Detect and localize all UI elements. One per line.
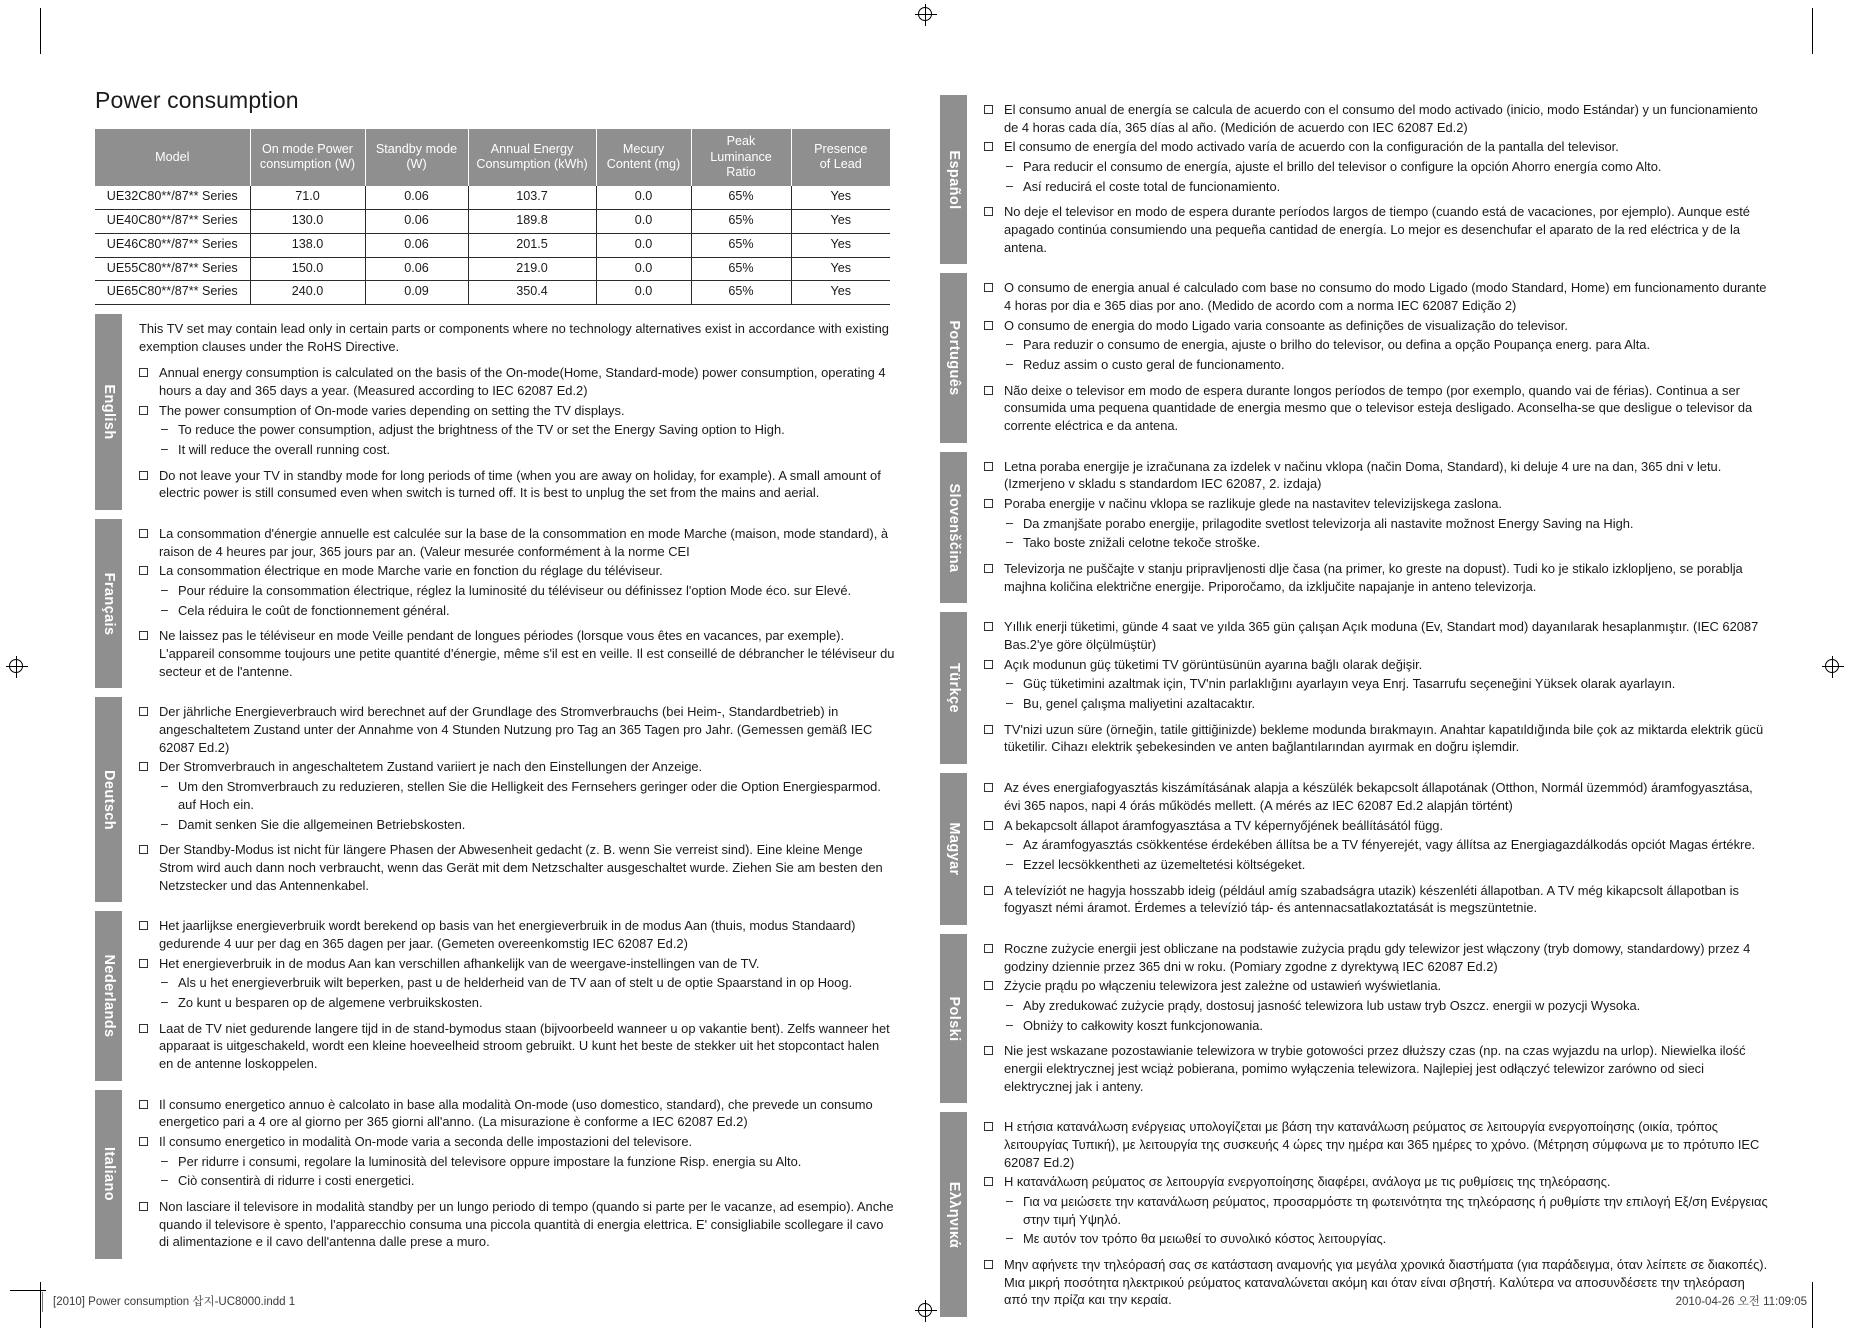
list-item: La consommation électrique en mode Marche varie en fonction du réglage du téléviseur. <box>139 562 895 580</box>
list-item: Η κατανάλωση ρεύματος σε λειτουργία ενεργοποίησης διαφέρει, ανάλογα με τις ρυθμίσεις της τηλεόρασης. <box>984 1173 1770 1191</box>
cell-annual-energy: 103.7 <box>468 186 596 209</box>
sub-list-item: – Güç tüketimini azaltmak için, TV'nin parlaklığını ayarlayın veya Enrj. Tasarrufu seçeneğini Yüksek olarak ayarlayın. <box>1006 676 1676 692</box>
checkbox-icon <box>139 525 159 560</box>
language-tab-label: Polski <box>945 995 962 1042</box>
checkbox-icon <box>139 1020 159 1073</box>
dash-icon: – <box>1006 515 1013 530</box>
sub-list-item: – Da zmanjšate porabo energije, prilagodite svetlost televizorja ali nastavite možnost Energy Saving na High. <box>1006 515 1634 531</box>
list-item: Μην αφήνετε την τηλεόρασή σας σε κατάσταση αναμονής για μεγάλα χρονικά διαστήματα (για παράδειγμα, όταν λείπετε σε διακοπές). Μια μικρή ποσότητα ηλεκτρικού ρεύματος καταναλώνεται ακόμη και όταν είναι σβηστή. Καλύτερα να αποσυνδέσετε την τηλεόραση από την πρίζα και την κεραία. <box>984 1256 1770 1309</box>
sub-list-item: – Damit senken Sie die allgemeinen Betriebskosten. <box>161 816 466 832</box>
cell-annual-energy: 219.0 <box>468 257 596 281</box>
dash-icon: – <box>1006 997 1013 1012</box>
cell-presence-of-lead: Yes <box>791 186 890 209</box>
language-tab-deutsch <box>95 697 122 902</box>
language-body-magyar <box>967 773 1770 925</box>
col-header-mercury-content: Mecury Content (mg) <box>596 129 691 186</box>
checkbox-icon <box>984 317 1004 335</box>
dash-icon: – <box>1006 178 1013 193</box>
intro-paragraph: This TV set may contain lead only in certain parts or components where no technology alternatives exist in accordance with existing exemption clauses under the RoHS Directive. <box>139 321 889 354</box>
dash-icon: – <box>1006 535 1013 550</box>
list-item: Zżycie prądu po włączeniu telewizora jest zależne od ustawień wyświetlania. <box>984 977 1770 995</box>
list-item: Der Stromverbrauch in angeschaltetem Zustand variiert je nach den Einstellungen der Anzeige. <box>139 758 895 776</box>
cell-presence-of-lead: Yes <box>791 210 890 234</box>
cell-on-mode-power: 130.0 <box>250 210 365 234</box>
language-section-ellinika <box>940 1112 1770 1317</box>
cell-annual-energy: 201.5 <box>468 233 596 257</box>
list-item: Letna poraba energije je izračunana za izdelek v načinu vklopa (način Doma, Standard), ki deluje 4 ure na dan, 365 dni v letu. (Izmerjeno v skladu s standardom IEC 62087, 2. izdaja) <box>984 458 1770 493</box>
sub-list-item: – Cela réduira le coût de fonctionnement général. <box>161 602 450 618</box>
dash-icon: – <box>161 422 168 437</box>
checkbox-icon <box>139 364 159 399</box>
checkbox-icon <box>139 703 159 756</box>
cell-model: UE55C80**/87** Series <box>95 257 250 281</box>
cell-peak-luminance: 65% <box>691 233 791 257</box>
checkbox-icon <box>139 402 159 420</box>
checkbox-icon <box>984 1118 1004 1171</box>
cell-model: UE46C80**/87** Series <box>95 233 250 257</box>
list-item: La consommation d'énergie annuelle est calculée sur la base de la consommation en mode Marche (maison, mode standard), à raison de 4 heures par jour, 365 jours par an. (Valeur mesurée conformément à la norme CEI <box>139 525 895 560</box>
language-body-nederlands <box>122 911 895 1080</box>
list-item: Der jährliche Energieverbrauch wird berechnet auf der Grundlage des Stromverbrauchs (bei Heim-, Standardbetrieb) in angeschaltetem Zustand unter der Annahme von 4 Stunden Nutzung pro Tag an 365 Tagen pro Jahr. (Gemessen gemäß IEC 62087 Ed.2) <box>139 703 895 756</box>
list-item: Het energieverbruik in de modus Aan kan verschillen afhankelijk van de weergave-instellingen van de TV. <box>139 955 895 973</box>
list-item: Η ετήσια κατανάλωση ενέργειας υπολογίζεται με βάση την κατανάλωση ρεύματος σε λειτουργία ενεργοποίησης (οικία, τρόπος λειτουργίας Τυπική), με λειτουργία της συσκευής 4 ώρες την ημέρα και 365 ημέρες το χρόνο. (Μέτρηση σύμφωνα με το πρότυπο IEC 62087 Ed.2) <box>984 1118 1770 1171</box>
checkbox-icon <box>139 955 159 973</box>
list-item: Il consumo energetico in modalità On-mode varia a seconda delle impostazioni del televisore. <box>139 1133 895 1151</box>
dash-icon: – <box>161 779 168 794</box>
sub-list-item: – Zo kunt u besparen op de algemene verbruikskosten. <box>161 994 483 1010</box>
table-row <box>95 210 890 234</box>
language-tab-magyar <box>940 773 967 925</box>
sub-list-item: – To reduce the power consumption, adjust the brightness of the TV or set the Energy Saving option to High. <box>161 422 785 438</box>
dash-icon: – <box>1006 159 1013 174</box>
list-item: A bekapcsolt állapot áramfogyasztása a TV képernyőjének beállításától függ. <box>984 817 1770 835</box>
footer-filename: [2010] Power consumption 삽지-UC8000.indd 1 <box>42 1292 295 1312</box>
cell-annual-energy: 189.8 <box>468 210 596 234</box>
checkbox-icon <box>139 758 159 776</box>
dash-icon: – <box>161 583 168 598</box>
list-item: Non lasciare il televisore in modalità standby per un lungo periodo di tempo (quando si parte per le vacanze, ad esempio). Anche quando il televisore è spento, l'apparecchio consuma una piccola quantità di energia elettrica. E' consigliabile scollegare il cavo di alimentazione e il cavo dell'antenna dalle prese a muro. <box>139 1198 895 1251</box>
dash-icon: – <box>1006 856 1013 871</box>
dash-icon: – <box>161 602 168 617</box>
right-column <box>940 95 1770 1317</box>
checkbox-icon <box>984 458 1004 493</box>
dash-icon: – <box>1006 1017 1013 1032</box>
checkbox-icon <box>984 656 1004 674</box>
sub-list-item: – Az áramfogyasztás csökkentése érdekében állítsa be a TV fényerejét, vagy állítsa az Energiagazdálkodás opciót Magas értékre. <box>1006 837 1756 853</box>
table-header-row <box>95 129 890 186</box>
language-section-slovenscina <box>940 452 1770 604</box>
language-tab-label: Türkçe <box>945 663 962 714</box>
language-body-francais <box>122 519 895 688</box>
dash-icon: – <box>1006 1193 1013 1208</box>
dash-icon: – <box>161 1153 168 1168</box>
list-item: El consumo anual de energía se calcula de acuerdo con el consumo del modo activado (inicio, modo Estándar) y un funcionamiento de 4 horas cada día, 365 días al año. (Medición de acuerdo con IEC 62087 Ed.2) <box>984 101 1770 136</box>
language-tab-label: Italiano <box>100 1147 117 1202</box>
dash-icon: – <box>161 816 168 831</box>
checkbox-icon <box>139 1198 159 1251</box>
list-item: Laat de TV niet gedurende langere tijd in de stand-bymodus staan (bijvoorbeeld wanneer u op vakantie bent). Zelfs wanneer het apparaat is uitgeschakeld, wordt een kleine hoeveelheid stroom gebruikt. U kunt het beste de stekker uit het stopcontact halen en de antenne loskoppelen. <box>139 1020 895 1073</box>
crop-mark-top-left <box>40 8 41 54</box>
cell-standby-mode: 0.06 <box>365 186 468 209</box>
language-tab-slovenscina <box>940 452 967 604</box>
cell-presence-of-lead: Yes <box>791 257 890 281</box>
checkbox-icon <box>984 882 1004 917</box>
cell-on-mode-power: 150.0 <box>250 257 365 281</box>
cell-model: UE40C80**/87** Series <box>95 210 250 234</box>
checkbox-icon <box>984 560 1004 595</box>
language-section-english <box>95 314 895 510</box>
checkbox-icon <box>139 467 159 502</box>
list-item: Não deixe o televisor em modo de espera durante longos períodos de tempo (por exemplo, quando vai de férias). Continua a ser consumida uma pequena quantidade de energia mesmo que o televisor esteja desligado. Aconselha-se que desligue o televisor da corrente eléctrica e da antena. <box>984 382 1770 435</box>
dash-icon: – <box>161 1173 168 1188</box>
checkbox-icon <box>984 618 1004 653</box>
sub-list-item: – Bu, genel çalışma maliyetini azaltacaktır. <box>1006 696 1256 712</box>
dash-icon: – <box>161 994 168 1009</box>
language-tab-espanol <box>940 95 967 264</box>
checkbox-icon <box>984 203 1004 256</box>
cell-model: UE65C80**/87** Series <box>95 281 250 305</box>
cell-mercury-content: 0.0 <box>596 210 691 234</box>
cell-standby-mode: 0.09 <box>365 281 468 305</box>
dash-icon: – <box>1006 837 1013 852</box>
language-tab-label: Français <box>100 572 117 636</box>
sub-list-item: – Para reducir el consumo de energía, ajuste el brillo del televisor o configure la opción Ahorro energía como Alto. <box>1006 159 1662 175</box>
sub-list-item: – Reduz assim o custo geral de funcionamento. <box>1006 357 1285 373</box>
cell-mercury-content: 0.0 <box>596 281 691 305</box>
dash-icon: – <box>161 975 168 990</box>
col-header-presence-of-lead: Presence of Lead <box>791 129 890 186</box>
sub-list-item: – Obniży to całkowity koszt funkcjonowania. <box>1006 1017 1264 1033</box>
language-body-slovenscina <box>967 452 1770 604</box>
sub-list-item: – Als u het energieverbruik wilt beperken, past u de helderheid van de TV aan of stelt u de optie Spaarstand in op Hoog. <box>161 975 853 991</box>
list-item: Açık modunun güç tüketimi TV görüntüsünün ayarına bağlı olarak değişir. <box>984 656 1770 674</box>
cell-peak-luminance: 65% <box>691 210 791 234</box>
checkbox-icon <box>984 977 1004 995</box>
sub-list-item: – It will reduce the overall running cost. <box>161 442 391 458</box>
list-item: Annual energy consumption is calculated on the basis of the On-mode(Home, Standard-mode) power consumption, operating 4 hours a day and 365 days a year. (Measured according to IEC 62087 Ed.2) <box>139 364 895 399</box>
dash-icon: – <box>1006 337 1013 352</box>
crop-mark-top-right <box>1812 8 1813 54</box>
language-body-italiano <box>122 1090 895 1259</box>
language-body-polski <box>967 934 1770 1103</box>
list-item: Televizorja ne puščajte v stanju pripravljenosti dlje časa (na primer, ko greste na dopust). Tudi ko je stikalo izklopljeno, se porablja majhna količina električne energije. Priporočamo, da izključite napajanje in anteno televizorja. <box>984 560 1770 595</box>
dash-icon: – <box>1006 696 1013 711</box>
dash-icon: – <box>1006 357 1013 372</box>
cell-peak-luminance: 65% <box>691 186 791 209</box>
table-row <box>95 257 890 281</box>
language-body-turkce <box>967 612 1770 764</box>
cell-mercury-content: 0.0 <box>596 233 691 257</box>
language-body-deutsch <box>122 697 895 902</box>
language-section-italiano <box>95 1090 895 1259</box>
language-body-espanol <box>967 95 1770 264</box>
sub-list-item: – Aby zredukować zużycie prądy, dostosuj jasność telewizora lub ustaw tryb Oszcz. energii w pozycji Wysoka. <box>1006 997 1641 1013</box>
dash-icon: – <box>161 442 168 457</box>
sub-list-item: – Tako boste znižali celotne tekoče stroške. <box>1006 535 1261 551</box>
language-tab-label: Slovenščina <box>945 483 962 573</box>
cell-peak-luminance: 65% <box>691 257 791 281</box>
language-tab-label: Nederlands <box>100 954 117 1038</box>
language-tab-label: Ελληνικά <box>945 1181 962 1248</box>
list-item: Roczne zużycie energii jest obliczane na podstawie zużycia prądu gdy telewizor jest włączony (tryb domowy, standardowy) przez 4 godziny dziennie przez 365 dni w roku. (Pomiary zgodne z dyrektywą IEC 62087 Ed.2) <box>984 940 1770 975</box>
cell-peak-luminance: 65% <box>691 281 791 305</box>
checkbox-icon <box>984 721 1004 756</box>
language-section-deutsch <box>95 697 895 902</box>
language-tab-italiano <box>95 1090 122 1259</box>
language-body-portugues <box>967 273 1770 442</box>
cell-mercury-content: 0.0 <box>596 257 691 281</box>
table-row <box>95 233 890 257</box>
checkbox-icon <box>984 817 1004 835</box>
sub-list-item: – Με αυτόν τον τρόπο θα μειωθεί το συνολικό κόστος λειτουργίας. <box>1006 1231 1387 1247</box>
list-item: O consumo de energia anual é calculado com base no consumo do modo Ligado (modo Standard, Home) em funcionamento durante 4 horas por dia e 365 dias por ano. (Medido de acordo com a norma IEC 62087 Edição 2) <box>984 279 1770 314</box>
cell-standby-mode: 0.06 <box>365 210 468 234</box>
checkbox-icon <box>984 279 1004 314</box>
language-tab-polski <box>940 934 967 1103</box>
cell-annual-energy: 350.4 <box>468 281 596 305</box>
table-row <box>95 281 890 305</box>
language-section-polski <box>940 934 1770 1103</box>
cell-on-mode-power: 71.0 <box>250 186 365 209</box>
list-item: A televíziót ne hagyja hosszabb ideig (például amíg szabadságra utazik) készenléti állapotban. A TV még kikapcsolt állapotban is fogyaszt némi áramot. Érdemes a televízió táp- és antennacsatlakoztatását is megszüntetnie. <box>984 882 1770 917</box>
language-tab-ellinika <box>940 1112 967 1317</box>
checkbox-icon <box>139 841 159 894</box>
sub-list-item: – Para reduzir o consumo de energia, ajuste o brilho do televisor, ou defina a opção Poupança energ. para Alta. <box>1006 337 1651 353</box>
language-tab-label: Español <box>945 150 962 210</box>
list-item: Nie jest wskazane pozostawianie telewizora w trybie gotowości przez dłuższy czas (np. na czas wyjazdu na urlop). Niewielka ilość energii elektrycznej jest wciąż pobierana, pomimo wyłączenia telewizora. Najlepiej jest odłączyć telewizor zarówno od sieci elektrycznej jak i anteny. <box>984 1042 1770 1095</box>
language-tab-label: English <box>100 384 117 440</box>
checkbox-icon <box>139 917 159 952</box>
language-tab-english <box>95 314 122 510</box>
list-item: Poraba energije v načinu vklopa se razlikuje glede na nastavitev televizijskega zaslona. <box>984 495 1770 513</box>
language-body-english <box>122 314 895 510</box>
cell-standby-mode: 0.06 <box>365 257 468 281</box>
language-tab-portugues <box>940 273 967 442</box>
sub-list-item: – Así reducirá el coste total de funcionamiento. <box>1006 178 1281 194</box>
language-body-ellinika <box>967 1112 1770 1317</box>
checkbox-icon <box>984 495 1004 513</box>
language-tab-label: Deutsch <box>100 769 117 830</box>
cell-model: UE32C80**/87** Series <box>95 186 250 209</box>
language-tab-nederlands <box>95 911 122 1080</box>
col-header-annual-energy: Annual Energy Consumption (kWh) <box>468 129 596 186</box>
checkbox-icon <box>984 940 1004 975</box>
checkbox-icon <box>984 382 1004 435</box>
checkbox-icon <box>139 1096 159 1131</box>
language-tab-francais <box>95 519 122 688</box>
language-tab-label: Português <box>945 320 962 396</box>
col-header-peak-luminance: Peak Luminance Ratio <box>691 129 791 186</box>
checkbox-icon <box>984 138 1004 156</box>
list-item: The power consumption of On-mode varies depending on setting the TV displays. <box>139 402 895 420</box>
checkbox-icon <box>984 1173 1004 1191</box>
left-column <box>95 88 895 1259</box>
checkbox-icon <box>139 1133 159 1151</box>
list-item: Az éves energiafogyasztás kiszámításának alapja a készülék bekapcsolt állapotának (Otthon, Normál üzemmód) áramfogyasztása, évi 365 napos, napi 4 órás működés mellett. (A mérés az IEC 62087 Ed.2 alapján történt) <box>984 779 1770 814</box>
list-item: Do not leave your TV in standby mode for long periods of time (when you are away on holiday, for example). A small amount of electric power is still consumed even when switch is turned off. It is best to unplug the set from the mains and aerial. <box>139 467 895 502</box>
page-footer <box>0 1291 1852 1315</box>
cell-presence-of-lead: Yes <box>791 233 890 257</box>
language-section-espanol <box>940 95 1770 264</box>
language-section-magyar <box>940 773 1770 925</box>
sub-list-item: – Για να μειώσετε την κατανάλωση ρεύματος, προσαρμόστε τη φωτεινότητα της τηλεόρασης ή ρυθμίστε την επιλογή Εξ/ση Ενέργειας στην τιμή Υψηλό. <box>1006 1193 1768 1227</box>
language-section-portugues <box>940 273 1770 442</box>
list-item: Der Standby-Modus ist nicht für längere Phasen der Abwesenheit gedacht (z. B. wenn Sie verreist sind). Eine kleine Menge Strom wird auch dann noch verbraucht, wenn das Gerät mit dem Netzschalter ausgeschaltet wurde. Ziehen Sie am besten den Netzstecker und das Antennenkabel. <box>139 841 895 894</box>
sub-list-item: – Um den Stromverbrauch zu reduzieren, stellen Sie die Helligkeit des Fernsehers geringer oder die Option Energiesparmod. auf Hoch ein. <box>161 779 881 812</box>
checkbox-icon <box>139 562 159 580</box>
list-item: El consumo de energía del modo activado varía de acuerdo con la configuración de la pantalla del televisor. <box>984 138 1770 156</box>
cell-presence-of-lead: Yes <box>791 281 890 305</box>
col-header-standby-mode: Standby mode (W) <box>365 129 468 186</box>
cell-standby-mode: 0.06 <box>365 233 468 257</box>
registration-mark-top <box>915 4 937 26</box>
checkbox-icon <box>984 101 1004 136</box>
list-item: TV'nizi uzun süre (örneğin, tatile gittiğinizde) bekleme modunda bırakmayın. Anahtar kapatıldığında bile çok az miktarda elektrik gücü tüketilir. Cihazı elektrik şebekesinden ve anten bağlantılarından ayırmak en doğru işlemdir. <box>984 721 1770 756</box>
col-header-on-mode-power: On mode Power consumption (W) <box>250 129 365 186</box>
checkbox-icon <box>984 1042 1004 1095</box>
cell-on-mode-power: 138.0 <box>250 233 365 257</box>
checkbox-icon <box>139 627 159 680</box>
table-row <box>95 186 890 209</box>
language-section-nederlands <box>95 911 895 1080</box>
footer-timestamp: 2010-04-26 오전 11:09:05 <box>1675 1296 1807 1308</box>
cell-on-mode-power: 240.0 <box>250 281 365 305</box>
sub-list-item: – Per ridurre i consumi, regolare la luminosità del televisore oppure impostare la funzione Risp. energia su Alto. <box>161 1153 802 1169</box>
registration-mark-right <box>1822 656 1844 678</box>
dash-icon: – <box>1006 1231 1013 1246</box>
language-tab-turkce <box>940 612 967 764</box>
registration-mark-left <box>6 656 28 678</box>
list-item: Yıllık enerji tüketimi, günde 4 saat ve yılda 365 gün çalışan Açık moduna (Ev, Standart mod) dayanılarak hesaplanmıştır. (IEC 62087 Bas.2'ye göre ölçülmüştür) <box>984 618 1770 653</box>
sub-list-item: – Ciò consentirà di ridurre i costi energetici. <box>161 1173 415 1189</box>
sub-list-item: – Pour réduire la consommation électrique, réglez la luminosité du téléviseur ou définissez l'option Mode éco. sur Elevé. <box>161 583 852 599</box>
list-item: O consumo de energia do modo Ligado varia consoante as definições de visualização do televisor. <box>984 317 1770 335</box>
dash-icon: – <box>1006 676 1013 691</box>
sub-list-item: – Ezzel lecsökkentheti az üzemeltetési költségeket. <box>1006 856 1306 872</box>
checkbox-icon <box>984 779 1004 814</box>
language-section-francais <box>95 519 895 688</box>
language-tab-label: Magyar <box>945 822 962 876</box>
col-header-model: Model <box>95 129 250 186</box>
power-consumption-table <box>95 129 890 305</box>
list-item: No deje el televisor en modo de espera durante períodos largos de tiempo (cuando está de vacaciones, por ejemplo). Aunque esté apagado continúa consumiendo una pequeña cantidad de energía. Lo mejor es desenchufar el aparato de la red eléctrica y de la antena. <box>984 203 1770 256</box>
list-item: Het jaarlijkse energieverbruik wordt berekend op basis van het energieverbruik in de modus Aan (thuis, modus Standaard) gedurende 4 uur per dag en 365 dagen per jaar. (Gemeten overeenkomstig IEC 62087 Ed.2) <box>139 917 895 952</box>
list-item: Il consumo energetico annuo è calcolato in base alla modalità On-mode (uso domestico, standard), che prevede un consumo energetico pari a 4 ore al giorno per 365 giorni all'anno. (La misurazione è conforme a IEC 62087 Ed.2) <box>139 1096 895 1131</box>
language-section-turkce <box>940 612 1770 764</box>
page-title: Power consumption <box>95 87 299 113</box>
cell-mercury-content: 0.0 <box>596 186 691 209</box>
list-item: Ne laissez pas le téléviseur en mode Veille pendant de longues périodes (lorsque vous êtes en vacances, par exemple). L'appareil consomme toujours une petite quantité d'énergie, même s'il est en veille. Il est conseillé de débrancher le téléviseur du secteur et de l'antenne. <box>139 627 895 680</box>
